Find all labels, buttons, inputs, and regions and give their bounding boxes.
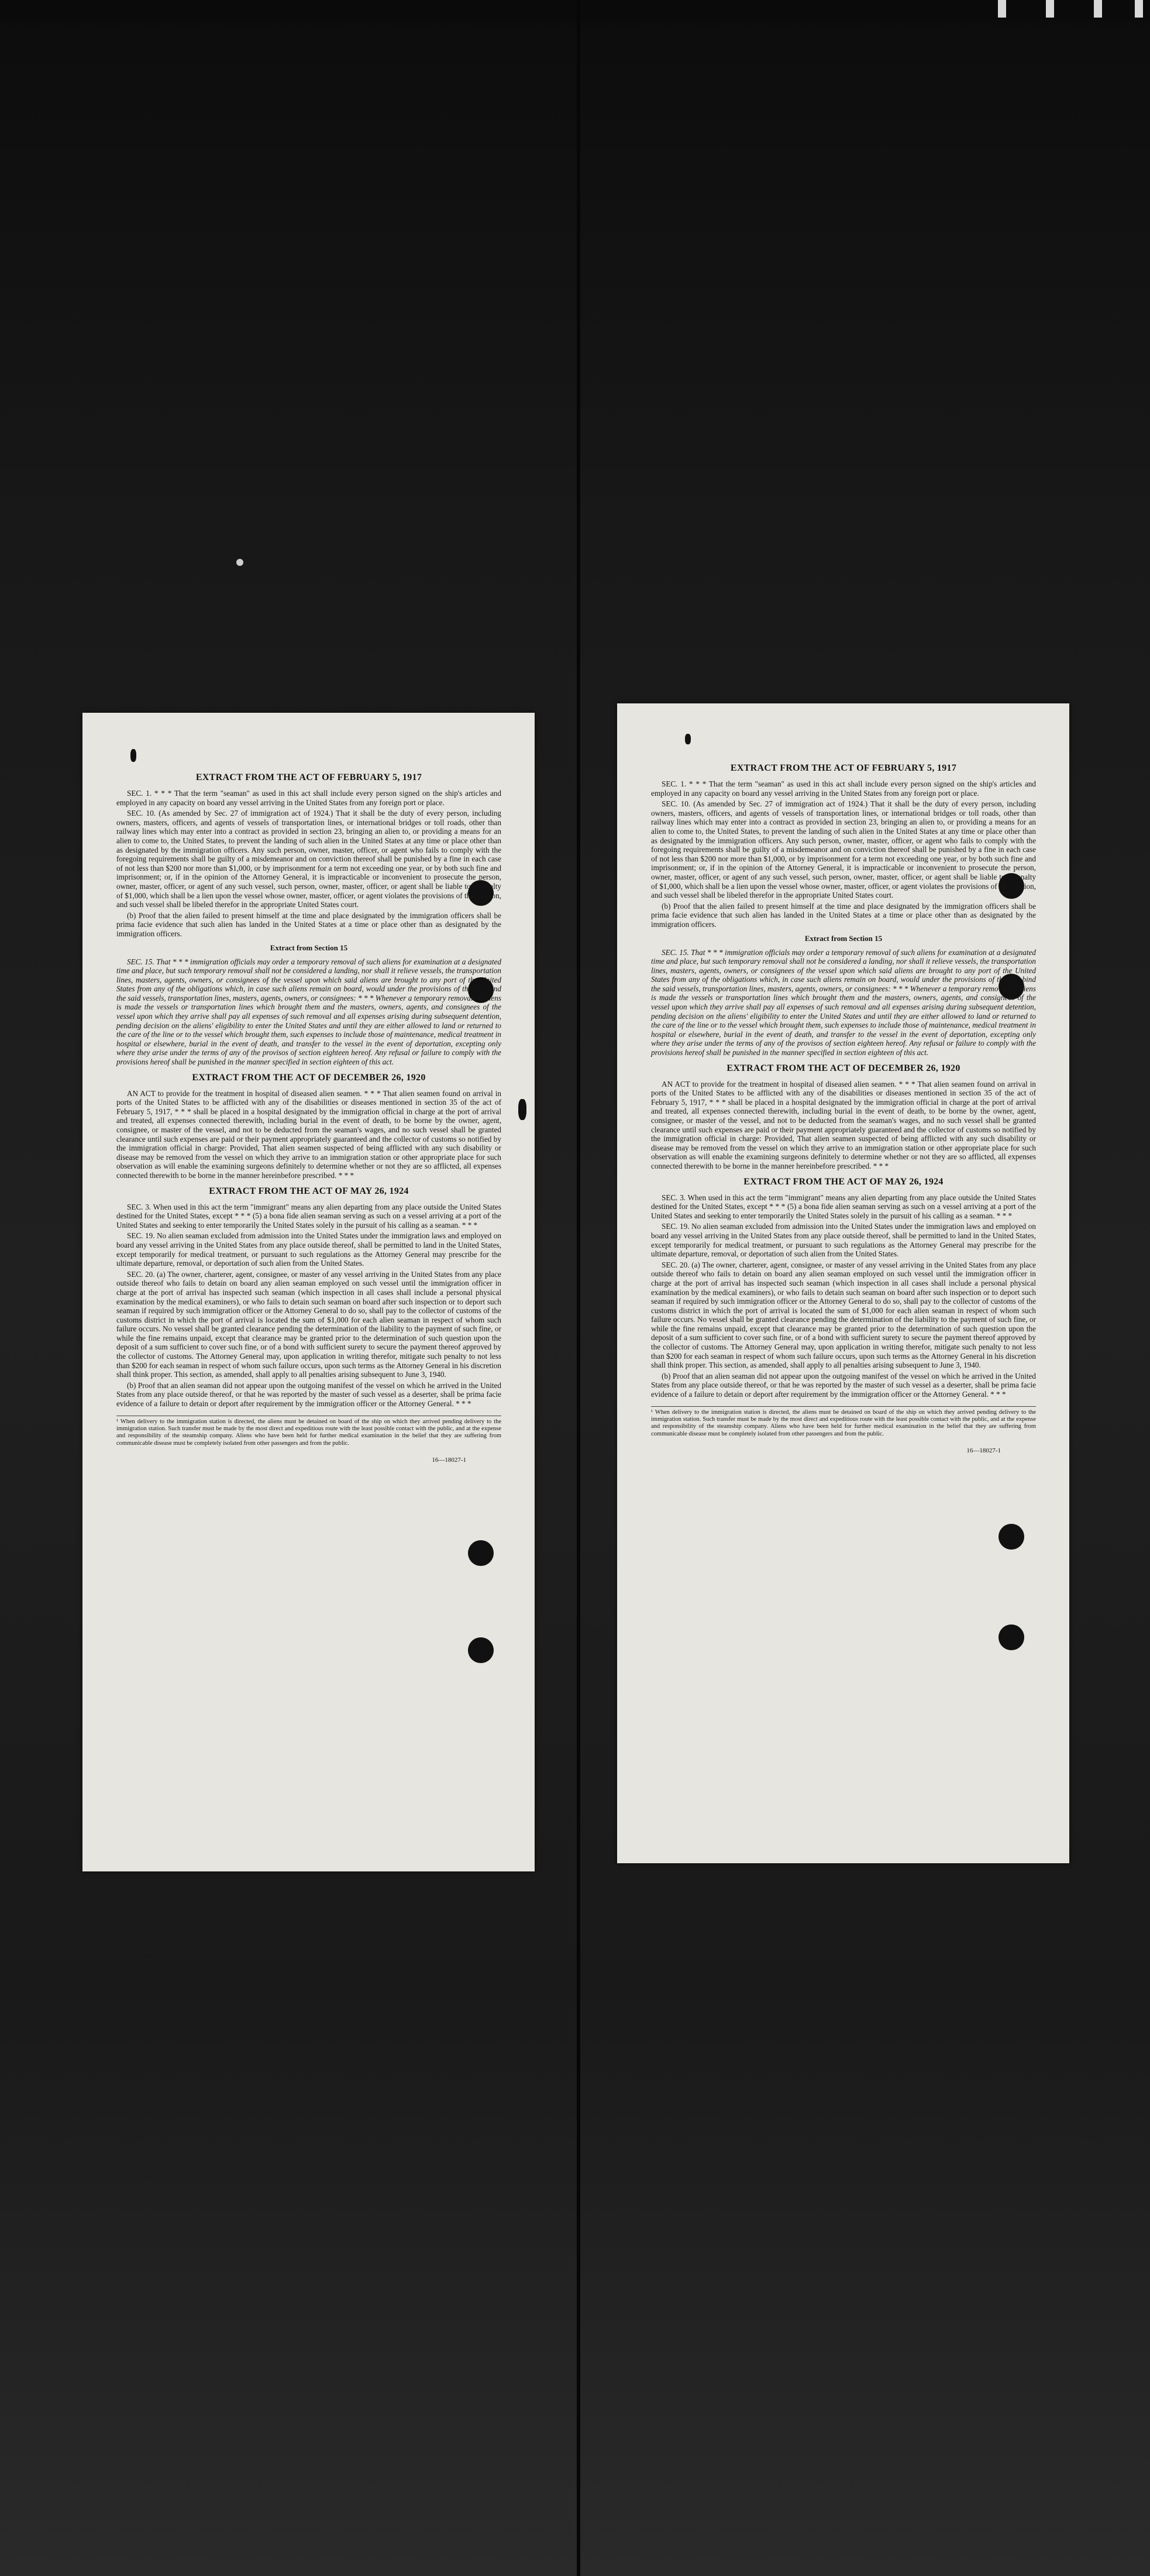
section-subheading: Extract from Section 15 bbox=[270, 943, 348, 952]
paragraph: SEC. 19. No alien seaman excluded from admission into the United States under the immigration laws and employed on board any vessel arriving in the United States from any place outside thereof, shall be permitted to land in the United States, except temporarily for medical treatment, or pursuant to such regulations as the Attorney General may prescribe for the ultimate departure, removal, or deportation of such alien from the United States. bbox=[651, 1222, 1036, 1259]
section-heading: EXTRACT FROM THE ACT OF DECEMBER 26, 1920 bbox=[192, 1072, 426, 1083]
paragraph: SEC. 3. When used in this act the term "immigrant" means any alien departing from any place outside the United States destined for the United States, except * * * (5) a bona fide alien seaman serving as such on a vessel arriving at a port of the United States and seeking to enter temporarily the United States solely in the pursuit of his calling as a seaman. * * * bbox=[116, 1202, 501, 1229]
film-edge-mark bbox=[998, 0, 1006, 18]
ink-blot bbox=[130, 749, 136, 762]
document-page-left bbox=[82, 713, 535, 1871]
section-heading: EXTRACT FROM THE ACT OF MAY 26, 1924 bbox=[209, 1186, 409, 1196]
ink-blot bbox=[518, 1099, 526, 1120]
paragraph: SEC. 15. That * * * immigration officials may order a temporary removal of such aliens for examination at a designated time and place, but such temporary removal shall not be considered a landing, nor shall it relieve vessels, the transportation lines, masters, agents, owners, or consignees of the vessel upon which said aliens are brought to any port of the United States from any of the obligations which, in case such aliens remain on board, would under the provisions of this act bind the said vessels, transportation lines, masters, agents, owners, or consignees: * * * Whenever a temporary removal of aliens is made the vessels or transportation lines which brought them and the masters, owners, agents, and consignees of the vessel upon which they arrive shall pay all expenses of such removal and all expenses arising during subsequent detention, pending decision on the aliens' eligibility to enter the United States and until they are either allowed to land or returned to the care of the line or to the vessel which brought them, such expenses to include those of maintenance, medical treatment in hospital or elsewhere, burial in the event of death, and transfer to the vessel in the event of deportation, excepting only where they arise under the terms of any of the provisos of section eighteen hereof. Any refusal or failure to comply with the provisions hereof shall be punished in the manner specified in section eighteen of this act. bbox=[116, 957, 501, 1067]
film-edge-mark bbox=[1135, 0, 1143, 18]
paragraph: AN ACT to provide for the treatment in hospital of diseased alien seamen. * * * That alien seamen found on arrival in ports of the United States to be afflicted with any of the disabilities or diseases mentioned in section 35 of the act of February 5, 1917, * * * shall be placed in a hospital designated by the immigration official in charge at the port of arrival and treated, all expenses connected therewith, including burial in the event of death, to be borne by the owner, agent, consignee, or master of the vessel, and not to be deducted from the seaman's wages, and no such vessel shall be granted clearance until such expenses are paid or their payment appropriately guaranteed and the collector of customs so notified by the immigration official in charge: Provided, That alien seamen suspected of being afflicted with any such disability or disease may be removed from the vessel on which they arrive to an immigration station or other appropriate place for such observation as will enable the examining surgeons definitely to determine whether or not they are so afflicted, all expenses connected therewith to be borne in the manner hereinbefore prescribed. * * * bbox=[651, 1079, 1036, 1170]
section-heading: EXTRACT FROM THE ACT OF FEBRUARY 5, 1917 bbox=[730, 763, 957, 773]
section-subheading: Extract from Section 15 bbox=[804, 933, 883, 943]
paragraph: (b) Proof that an alien seaman did not appear upon the outgoing manifest of the vessel on which he arrived in the United States from any place outside thereof, or that he was reported by the master of such vessel as a deserter, shall be prima facie evidence of a failure to detain or deport after requirement by the immigration officer or the Attorney General. * * * bbox=[116, 1380, 501, 1409]
paragraph: SEC. 20. (a) The owner, charterer, agent, consignee, or master of any vessel arriving in the United States from any place outside thereof who fails to detain on board any alien seaman employed on such vessel until the immigration officer in charge at the port of arrival has inspected such seaman (which inspection in all cases shall include a personal physical examination by the medical examiners), or who fails to detain such seaman on board after such inspection or to deport such seaman if required by such immigration officer or the Attorney General to do so, shall pay to the collector of customs of the customs district in which the port of arrival is located the sum of $1,000 for each alien seaman in respect of whom such failure occurs. No vessel shall be granted clearance pending the determination of the liability to the payment of such fine, or while the fine remains unpaid, except that clearance may be granted prior to the determination of such question upon the deposit of a sum sufficient to cover such fine, or of a bond with sufficient surety to secure the payment thereof approved by the collector of customs. The Attorney General may, upon application in writing therefor, mitigate such penalty to not less than $200 for each seaman in respect of whom such failure occurs, upon such terms as the Attorney General in his discretion shall think proper. This section, as amended, shall apply to all penalties arising subsequent to June 3, 1940. bbox=[116, 1269, 501, 1379]
film-edge-mark bbox=[1046, 0, 1054, 18]
paragraph: (b) Proof that the alien failed to present himself at the time and place designated by the immigration officers shall be prima facie evidence that such alien has landed in the United States at a time or place other than as designated by the immigration officers. bbox=[651, 901, 1036, 929]
punch-hole bbox=[468, 1637, 494, 1663]
section-heading: EXTRACT FROM THE ACT OF FEBRUARY 5, 1917 bbox=[195, 772, 422, 782]
punch-hole bbox=[998, 1524, 1024, 1550]
document-page-right bbox=[617, 703, 1069, 1863]
film-top-edge bbox=[0, 0, 1150, 20]
paragraph: (b) Proof that an alien seaman did not appear upon the outgoing manifest of the vessel on which he arrived in the United States from any place outside thereof, or that he was reported by the master of such vessel as a deserter, shall be prima facie evidence of a failure to detain or deport after requirement by the immigration officer or the Attorney General. * * * bbox=[651, 1371, 1036, 1399]
footnote: ¹ When delivery to the immigration station is directed, the aliens must be detained on board of the ship on which they arrived pending delivery to the immigration station. Such transfer must be made by the most direct and expeditious route with the least possible contact with the public, and at the expense and responsibility of the steamship company. Aliens who have been held for further medical examination in the belief that they are suffering from communicable disease must be completely isolated from other passengers and from the public. bbox=[651, 1406, 1036, 1438]
section-heading: EXTRACT FROM THE ACT OF MAY 26, 1924 bbox=[743, 1176, 944, 1187]
paragraph: SEC. 19. No alien seaman excluded from admission into the United States under the immigration laws and employed on board any vessel arriving in the United States from any place outside thereof, shall be permitted to land in the United States, except temporarily for medical treatment, or pursuant to such regulations as the Attorney General may prescribe for the ultimate departure, removal, or deportation of such alien from the United States. bbox=[116, 1231, 501, 1268]
punch-hole bbox=[998, 1624, 1024, 1650]
print-code: 16—18027-1 bbox=[432, 1457, 466, 1464]
paragraph: SEC. 10. (As amended by Sec. 27 of immigration act of 1924.) That it shall be the duty of every person, including owners, masters, officers, and agents of vessels of transportation lines, or international bridges or toll roads, other than railway lines which may enter into a contract as provided in section 23, bringing an alien to, or providing a means for an alien to come to, the United States, to prevent the landing of such alien in the United States at any time or place other than as designated by the immigration officers. Any such person, owner, master, officer, or agent who fails to comply with the foregoing requirements shall be guilty of a misdemeanor and on conviction thereof shall be punished by a fine in each case of not less than $200 nor more than $1,000, or by imprisonment for a term not exceeding one year, or by both such fine and imprisonment; or, if in the opinion of the Attorney General, it is impracticable or inconvenient to prosecute the person, owner, master, officer, or agent of any such vessel, such person, owner, master, officer, or agent shall be liable to a penalty of $1,000, which shall be a lien upon the vessel whose owner, master, officer, or agent violates the provisions of this section, and such vessel shall be libeled therefor in the appropriate United States court. bbox=[651, 799, 1036, 900]
punch-hole bbox=[468, 1540, 494, 1566]
page-text-column bbox=[651, 757, 1036, 1454]
paragraph: SEC. 20. (a) The owner, charterer, agent, consignee, or master of any vessel arriving in the United States from any place outside thereof who fails to detain on board any alien seaman employed on such vessel until the immigration officer in charge at the port of arrival has inspected such seaman (which inspection in all cases shall include a personal physical examination by the medical examiners), or who fails to detain such seaman on board after such inspection or to deport such seaman if required by such immigration officer or the Attorney General to do so, shall pay to the collector of customs of the customs district in which the port of arrival is located the sum of $1,000 for each alien seaman in respect of whom such failure occurs. No vessel shall be granted clearance pending the determination of the liability to the payment of such fine, or while the fine remains unpaid, except that clearance may be granted prior to the determination of such question upon the deposit of a sum sufficient to cover such fine, or of a bond with sufficient surety to secure the payment thereof approved by the collector of customs. The Attorney General may, upon application in writing therefor, mitigate such penalty to not less than $200 for each seaman in respect of whom such failure occurs, upon such terms as the Attorney General in his discretion shall think proper. This section, as amended, shall apply to all penalties arising subsequent to June 3, 1940. bbox=[651, 1260, 1036, 1370]
print-code: 16—18027-1 bbox=[966, 1447, 1001, 1455]
page-text-column bbox=[116, 767, 501, 1464]
film-speck bbox=[236, 559, 243, 566]
film-edge-mark bbox=[1094, 0, 1102, 18]
paragraph: SEC. 1. * * * That the term "seaman" as used in this act shall include every person signed on the ship's articles and employed in any capacity on board any vessel arriving in the United States from any foreign port or place. bbox=[651, 779, 1036, 798]
paragraph: AN ACT to provide for the treatment in hospital of diseased alien seamen. * * * That alien seamen found on arrival in ports of the United States to be afflicted with any of the disabilities or diseases mentioned in section 35 of the act of February 5, 1917, * * * shall be placed in a hospital designated by the immigration official in charge at the port of arrival and treated, all expenses connected therewith, including burial in the event of death, to be borne by the owner, agent, consignee, or master of the vessel, and not to be deducted from the seaman's wages, and no such vessel shall be granted clearance until such expenses are paid or their payment appropriately guaranteed and the collector of customs so notified by the immigration official in charge: Provided, That alien seamen suspected of being afflicted with any such disability or disease may be removed from the vessel on which they arrive to an immigration station or other appropriate place for such observation as will enable the examining surgeons definitely to determine whether or not they are so afflicted, all expenses connected therewith to be borne in the manner hereinbefore prescribed. * * * bbox=[116, 1088, 501, 1180]
paragraph: SEC. 3. When used in this act the term "immigrant" means any alien departing from any place outside the United States destined for the United States, except * * * (5) a bona fide alien seaman serving as such on a vessel arriving at a port of the United States and seeking to enter temporarily the United States solely in the pursuit of his calling as a seaman. * * * bbox=[651, 1193, 1036, 1220]
ink-blot bbox=[685, 734, 691, 744]
footnote: ¹ When delivery to the immigration station is directed, the aliens must be detained on board of the ship on which they arrived pending delivery to the immigration station. Such transfer must be made by the most direct and expeditious route with the least possible contact with the public, and at the expense and responsibility of the steamship company. Aliens who have been held for further medical examination in the belief that they are suffering from communicable disease must be completely isolated from other passengers and from the public. bbox=[116, 1416, 501, 1448]
paragraph: (b) Proof that the alien failed to present himself at the time and place designated by the immigration officers shall be prima facie evidence that such alien has landed in the United States at a time or place other than as designated by the immigration officers. bbox=[116, 911, 501, 938]
paragraph: SEC. 15. That * * * immigration officials may order a temporary removal of such aliens for examination at a designated time and place, but such temporary removal shall not be considered a landing, nor shall it relieve vessels, the transportation lines, masters, agents, owners, or consignees of the vessel upon which said aliens are brought to any port of the United States from any of the obligations which, in case such aliens remain on board, would under the provisions of this act bind the said vessels, transportation lines, masters, agents, owners, or consignees: * * * Whenever a temporary removal of aliens is made the vessels or transportation lines which brought them and the masters, owners, agents, and consignees of the vessel upon which they arrive shall pay all expenses of such removal and all expenses arising during subsequent detention, pending decision on the aliens' eligibility to enter the United States and until they are either allowed to land or returned to the care of the line or to the vessel which brought them, such expenses to include those of maintenance, medical treatment in hospital or elsewhere, burial in the event of death, and transfer to the vessel in the event of deportation, excepting only where they arise under the terms of any of the provisos of section eighteen hereof. Any refusal or failure to comply with the provisions hereof shall be punished in the manner specified in section eighteen of this act. bbox=[651, 947, 1036, 1057]
paragraph: SEC. 1. * * * That the term "seaman" as used in this act shall include every person signed on the ship's articles and employed in any capacity on board any vessel arriving in the United States from any foreign port or place. bbox=[116, 789, 501, 807]
section-heading: EXTRACT FROM THE ACT OF DECEMBER 26, 1920 bbox=[727, 1063, 960, 1073]
frame-divider bbox=[577, 0, 580, 2576]
paragraph: SEC. 10. (As amended by Sec. 27 of immigration act of 1924.) That it shall be the duty of every person, including owners, masters, officers, and agents of vessels of transportation lines, or international bridges or toll roads, other than railway lines which may enter into a contract as provided in section 23, bringing an alien to, or providing a means for an alien to come to, the United States, to prevent the landing of such alien in the United States at any time or place other than as designated by the immigration officers. Any such person, owner, master, officer, or agent who fails to comply with the foregoing requirements shall be guilty of a misdemeanor and on conviction thereof shall be punished by a fine in each case of not less than $200 nor more than $1,000, or by imprisonment for a term not exceeding one year, or by both such fine and imprisonment; or, if in the opinion of the Attorney General, it is impracticable or inconvenient to prosecute the person, owner, master, officer, or agent of any such vessel, such person, owner, master, officer, or agent shall be liable to a penalty of $1,000, which shall be a lien upon the vessel whose owner, master, officer, or agent violates the provisions of this section, and such vessel shall be libeled therefor in the appropriate United States court. bbox=[116, 809, 501, 909]
